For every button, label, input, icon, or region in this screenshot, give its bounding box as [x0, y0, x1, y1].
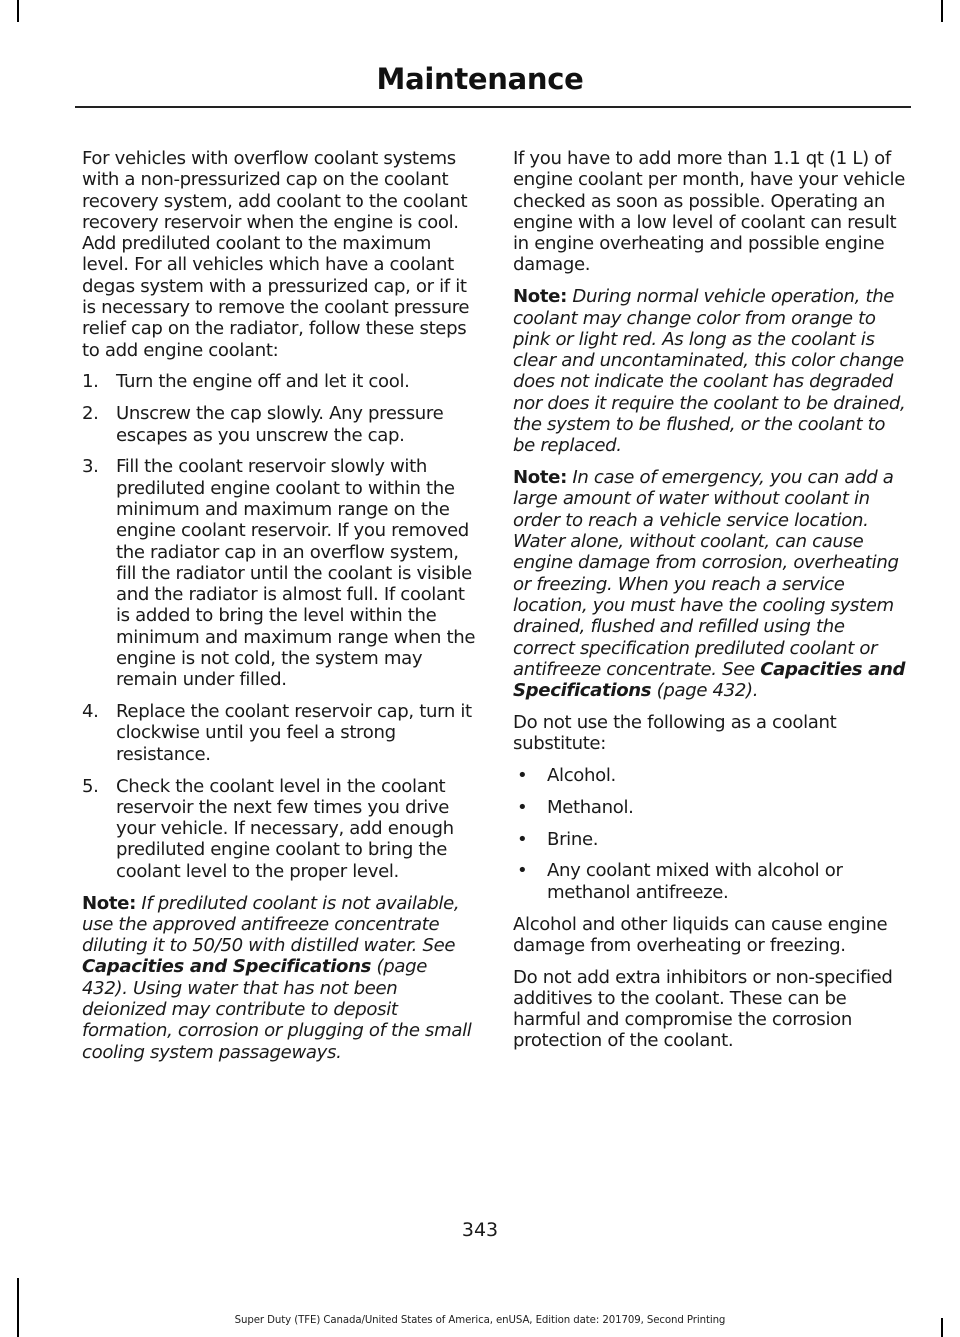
list-item	[82, 403, 476, 446]
list-item-text: Brine.	[547, 828, 599, 850]
footer-edition-info: Super Duty (TFE) Canada/United States of America, enUSA, Edition date: 201709, Second Printing	[234, 1315, 726, 1326]
step-number: 3.	[82, 456, 99, 478]
list-item	[82, 776, 476, 882]
step-number: 1.	[82, 371, 99, 393]
bullet-icon: •	[517, 828, 528, 850]
body-paragraph: Do not add extra inhibitors or non-specified additives to the coolant. These can be harmful and compromise the corrosion protection of the coolant.	[513, 966, 893, 1052]
list-item	[82, 456, 476, 690]
list-item-text: Alcohol.	[547, 765, 616, 787]
body-paragraph: Alcohol and other liquids can cause engine damage from overheating or freezing.	[513, 913, 888, 956]
crop-mark-top-right-v	[941, 0, 943, 22]
note-paragraph	[82, 893, 476, 1063]
note-text: (page 432).	[651, 680, 759, 702]
substitutes-list	[513, 765, 907, 903]
step-text: Replace the coolant reservoir cap, turn it clockwise until you feel a strong resistance.	[116, 701, 472, 765]
list-item-text: Any coolant mixed with alcohol or methanol antifreeze.	[547, 860, 843, 903]
list-item	[82, 371, 476, 392]
bullet-icon: •	[517, 765, 528, 787]
list-item	[513, 797, 907, 818]
cross-reference-link[interactable]: Capacities and Specifications	[513, 658, 906, 702]
intro-paragraph: For vehicles with overflow coolant systems with a non-pressurized cap on the coolant recovery system, add coolant to the coolant recovery reservoir when the engine is cool. Add prediluted coolant to the maximum level. For all vehicles which have a coolant degas system with a pressurized cap, or if it is necessary to remove the coolant pressure relief cap on the radiator, follow these steps to add engine coolant:	[82, 148, 470, 361]
list-item	[513, 765, 907, 786]
list-item-text: Methanol.	[547, 796, 634, 818]
list-item	[82, 701, 476, 765]
crop-mark-bottom-left-v	[17, 1278, 19, 1337]
header-divider	[75, 106, 911, 108]
list-item	[513, 829, 907, 850]
left-column	[82, 148, 476, 1073]
note-label: Note:	[513, 286, 567, 308]
step-text: Check the coolant level in the coolant reservoir the next few times you drive your vehicle. If necessary, add enough prediluted engine coolant to bring the coolant level to the proper level.	[116, 775, 454, 882]
note-text: If prediluted coolant is not available, use the approved antifreeze concentrate diluting it to 50/50 with distilled water. See	[82, 892, 460, 957]
page-title: Maintenance	[376, 62, 584, 96]
step-text: Unscrew the cap slowly. Any pressure escapes as you unscrew the cap.	[116, 403, 444, 446]
page-number: 343	[461, 1219, 499, 1241]
note-text: (page 432). Using water that has not been deionized may contribute to deposit formation, corrosion or plugging of the small cooling system passageways.	[82, 956, 472, 1063]
bullet-icon: •	[517, 796, 528, 818]
cross-reference-link[interactable]: Capacities and Specifications	[82, 956, 372, 978]
body-paragraph: If you have to add more than 1.1 qt (1 L) of engine coolant per month, have your vehicle checked as soon as possible. Operating an engine with a low level of coolant can result in engine overheating and possible engine damage.	[513, 148, 905, 276]
step-text: Fill the coolant reservoir slowly with prediluted engine coolant to within the minimum and maximum range on the engine coolant reservoir. If you removed the radiator cap in an overflow system, fill the radiator until the coolant is visible and the radiator is almost full. If coolant is added to bring the level within the minimum and maximum range when the engine is not cold, the system may remain under filled.	[116, 456, 476, 691]
note-paragraph	[513, 467, 907, 701]
crop-mark-top-left-v	[17, 0, 19, 22]
note-paragraph	[513, 286, 907, 456]
note-text: In case of emergency, you can add a large amount of water without coolant in order to reach a vehicle service location. Water alone, without coolant, can cause engine damage from corrosion, overheating or freezing. When you reach a service location, you must have the cooling system drained, flushed and refilled using the correct specification prediluted coolant or antifreeze concentrate. See	[513, 467, 899, 680]
note-label: Note:	[82, 892, 136, 914]
list-item	[513, 860, 907, 903]
note-text: During normal vehicle operation, the coolant may change color from orange to pink or light red. As long as the coolant is clear and uncontaminated, this color change does not indicate the coolant has degraded nor does it require the coolant to be drained, the system to be flushed, or the coolant to be replaced.	[513, 286, 906, 457]
step-number: 2.	[82, 403, 99, 425]
steps-list	[82, 371, 476, 882]
step-number: 4.	[82, 701, 99, 723]
step-number: 5.	[82, 775, 99, 797]
body-paragraph: Do not use the following as a coolant substitute:	[513, 711, 837, 755]
note-label: Note:	[513, 467, 567, 489]
step-text: Turn the engine off and let it cool.	[116, 371, 410, 393]
bullet-icon: •	[517, 860, 528, 882]
right-column	[513, 148, 907, 1062]
